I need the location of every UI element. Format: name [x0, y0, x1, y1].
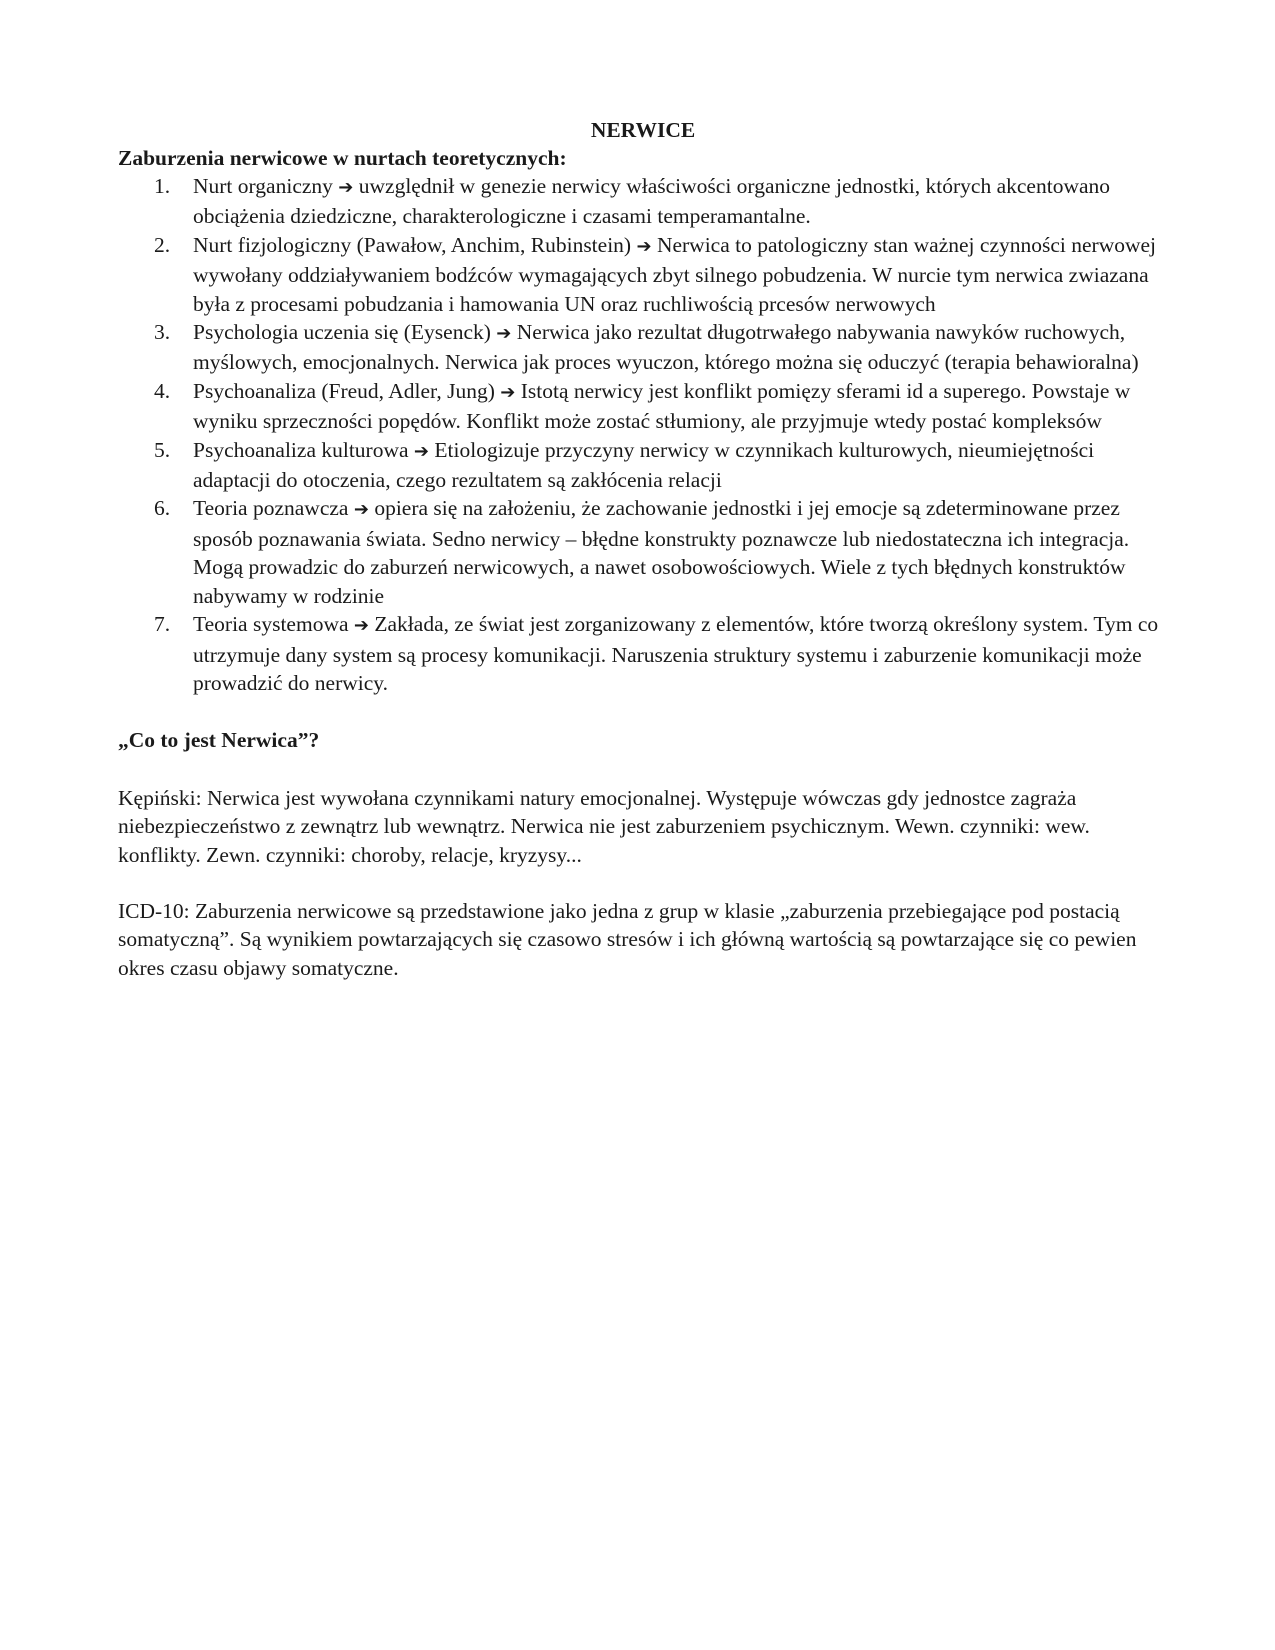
list-item-number: 4. — [154, 378, 171, 403]
list-item-number: 7. — [154, 612, 171, 637]
list-item-lead: Nurt fizjologiczny (Pawałow, Anchim, Rubinstein) — [193, 232, 632, 257]
arrow-right-icon: ➔ — [413, 440, 430, 462]
list-item-text: Nerwica jako rezultat długotrwałego nabywania nawyków ruchowych, myślowych, emocjonalnych. Nerwica jak proces wyuczon, którego można się oduczyć (terapia behawioralna) — [193, 320, 1139, 375]
list-item-text: Zakłada, ze świat jest zorganizowany z elementów, które tworzą określony system. Tym co utrzymuje dany system są procesy komunikacji. Naruszenia struktury systemu i zaburzenie komunikacji może prowadzić do nerwicy. — [193, 612, 1159, 695]
arrow-right-icon: ➔ — [338, 177, 354, 198]
list-item-number: 6. — [154, 496, 171, 521]
list-item — [118, 494, 1168, 610]
list-item-lead: Psychoanaliza kulturowa — [193, 437, 409, 462]
list-item-number: 2. — [154, 232, 171, 257]
list-item — [118, 436, 1168, 495]
list-item — [118, 172, 1168, 231]
list-item-text: uwzględnił w genezie nerwicy właściwości organiczne jednostki, których akcentowano obciążenia dziedziczne, charakterologiczne i czasami temperamantalne. — [193, 174, 1111, 229]
list-item-lead: Nurt organiczny — [193, 174, 333, 198]
arrow-right-icon: ➔ — [496, 323, 512, 345]
paragraph-kepinski: Kępiński: Nerwica jest wywołana czynnikami natury emocjonalnej. Występuje wówczas gdy jednostce zagraża niebezpieczeństwo z zewnątrz lub wewnątrz. Nerwica nie jest zaburzeniem psychicznym. Wewn. czynniki: wew. konflikty. Zewn. czynniki: choroby, relacje, kryzysy... — [118, 785, 1090, 867]
arrow-right-icon: ➔ — [500, 381, 516, 403]
list-item-text: opiera się na założeniu, że zachowanie jednostki i jej emocje są zdeterminowane przez sposób poznawania świata. Sedno nerwicy – błędne konstrukty poznawcze lub niedostateczna ich integracja. Mogą prowadzic do zaburzeń nerwicowych, a nawet osobowościowych. Wiele z tych błędnych konstruktów nabywamy w rodzinie — [193, 496, 1130, 608]
list-item-lead: Psychoanaliza (Freud, Adler, Jung) — [193, 378, 495, 403]
document-title: NERWICE — [590, 118, 696, 142]
arrow-right-icon: ➔ — [353, 499, 369, 521]
list-item — [118, 231, 1168, 318]
list-item-text: Nerwica to patologiczny stan ważnej czynności nerwowej wywołany oddziaływaniem bodźców wymagających zbyt silnego pobudzenia. W nurcie tym nerwica zwiazana była z procesami pobudzania i hamowania UN oraz ruchliwością prcesów nerwowych — [193, 232, 1157, 316]
theories-list — [118, 172, 1168, 697]
list-item-number: 1. — [154, 174, 171, 198]
list-item-number: 3. — [154, 320, 171, 345]
document-page — [118, 116, 1168, 982]
document-subtitle: Zaburzenia nerwicowe w nurtach teoretycznych: — [118, 146, 567, 170]
list-item-text: Istotą nerwicy jest konflikt pomięzy sferami id a superego. Powstaje w wyniku sprzeczności popędów. Konflikt może zostać stłumiony, ale przyjmuje wtedy postać kompleksów — [193, 378, 1131, 434]
list-item-text: Etiologizuje przyczyny nerwicy w czynnikach kulturowych, nieumiejętności adaptacji do otoczenia, czego rezultatem są zakłócenia relacji — [193, 437, 1095, 493]
paragraph-icd10: ICD-10: Zaburzenia nerwicowe są przedstawione jako jedna z grup w klasie „zaburzenia przebiegające pod postacią somatyczną”. Są wynikiem powtarzających się czasowo stresów i ich główną wartością są powtarzające się co pewien okres czasu objawy somatyczne. — [118, 898, 1137, 980]
list-item — [118, 610, 1168, 697]
arrow-right-icon: ➔ — [636, 235, 652, 257]
arrow-right-icon: ➔ — [353, 615, 369, 637]
list-item-number: 5. — [154, 437, 171, 462]
list-item-lead: Teoria poznawcza — [193, 496, 349, 521]
section-heading: „Co to jest Nerwica”? — [118, 728, 320, 753]
list-item — [118, 318, 1168, 377]
list-item — [118, 377, 1168, 436]
list-item-lead: Teoria systemowa — [193, 612, 349, 637]
list-item-lead: Psychologia uczenia się (Eysenck) — [193, 320, 491, 345]
